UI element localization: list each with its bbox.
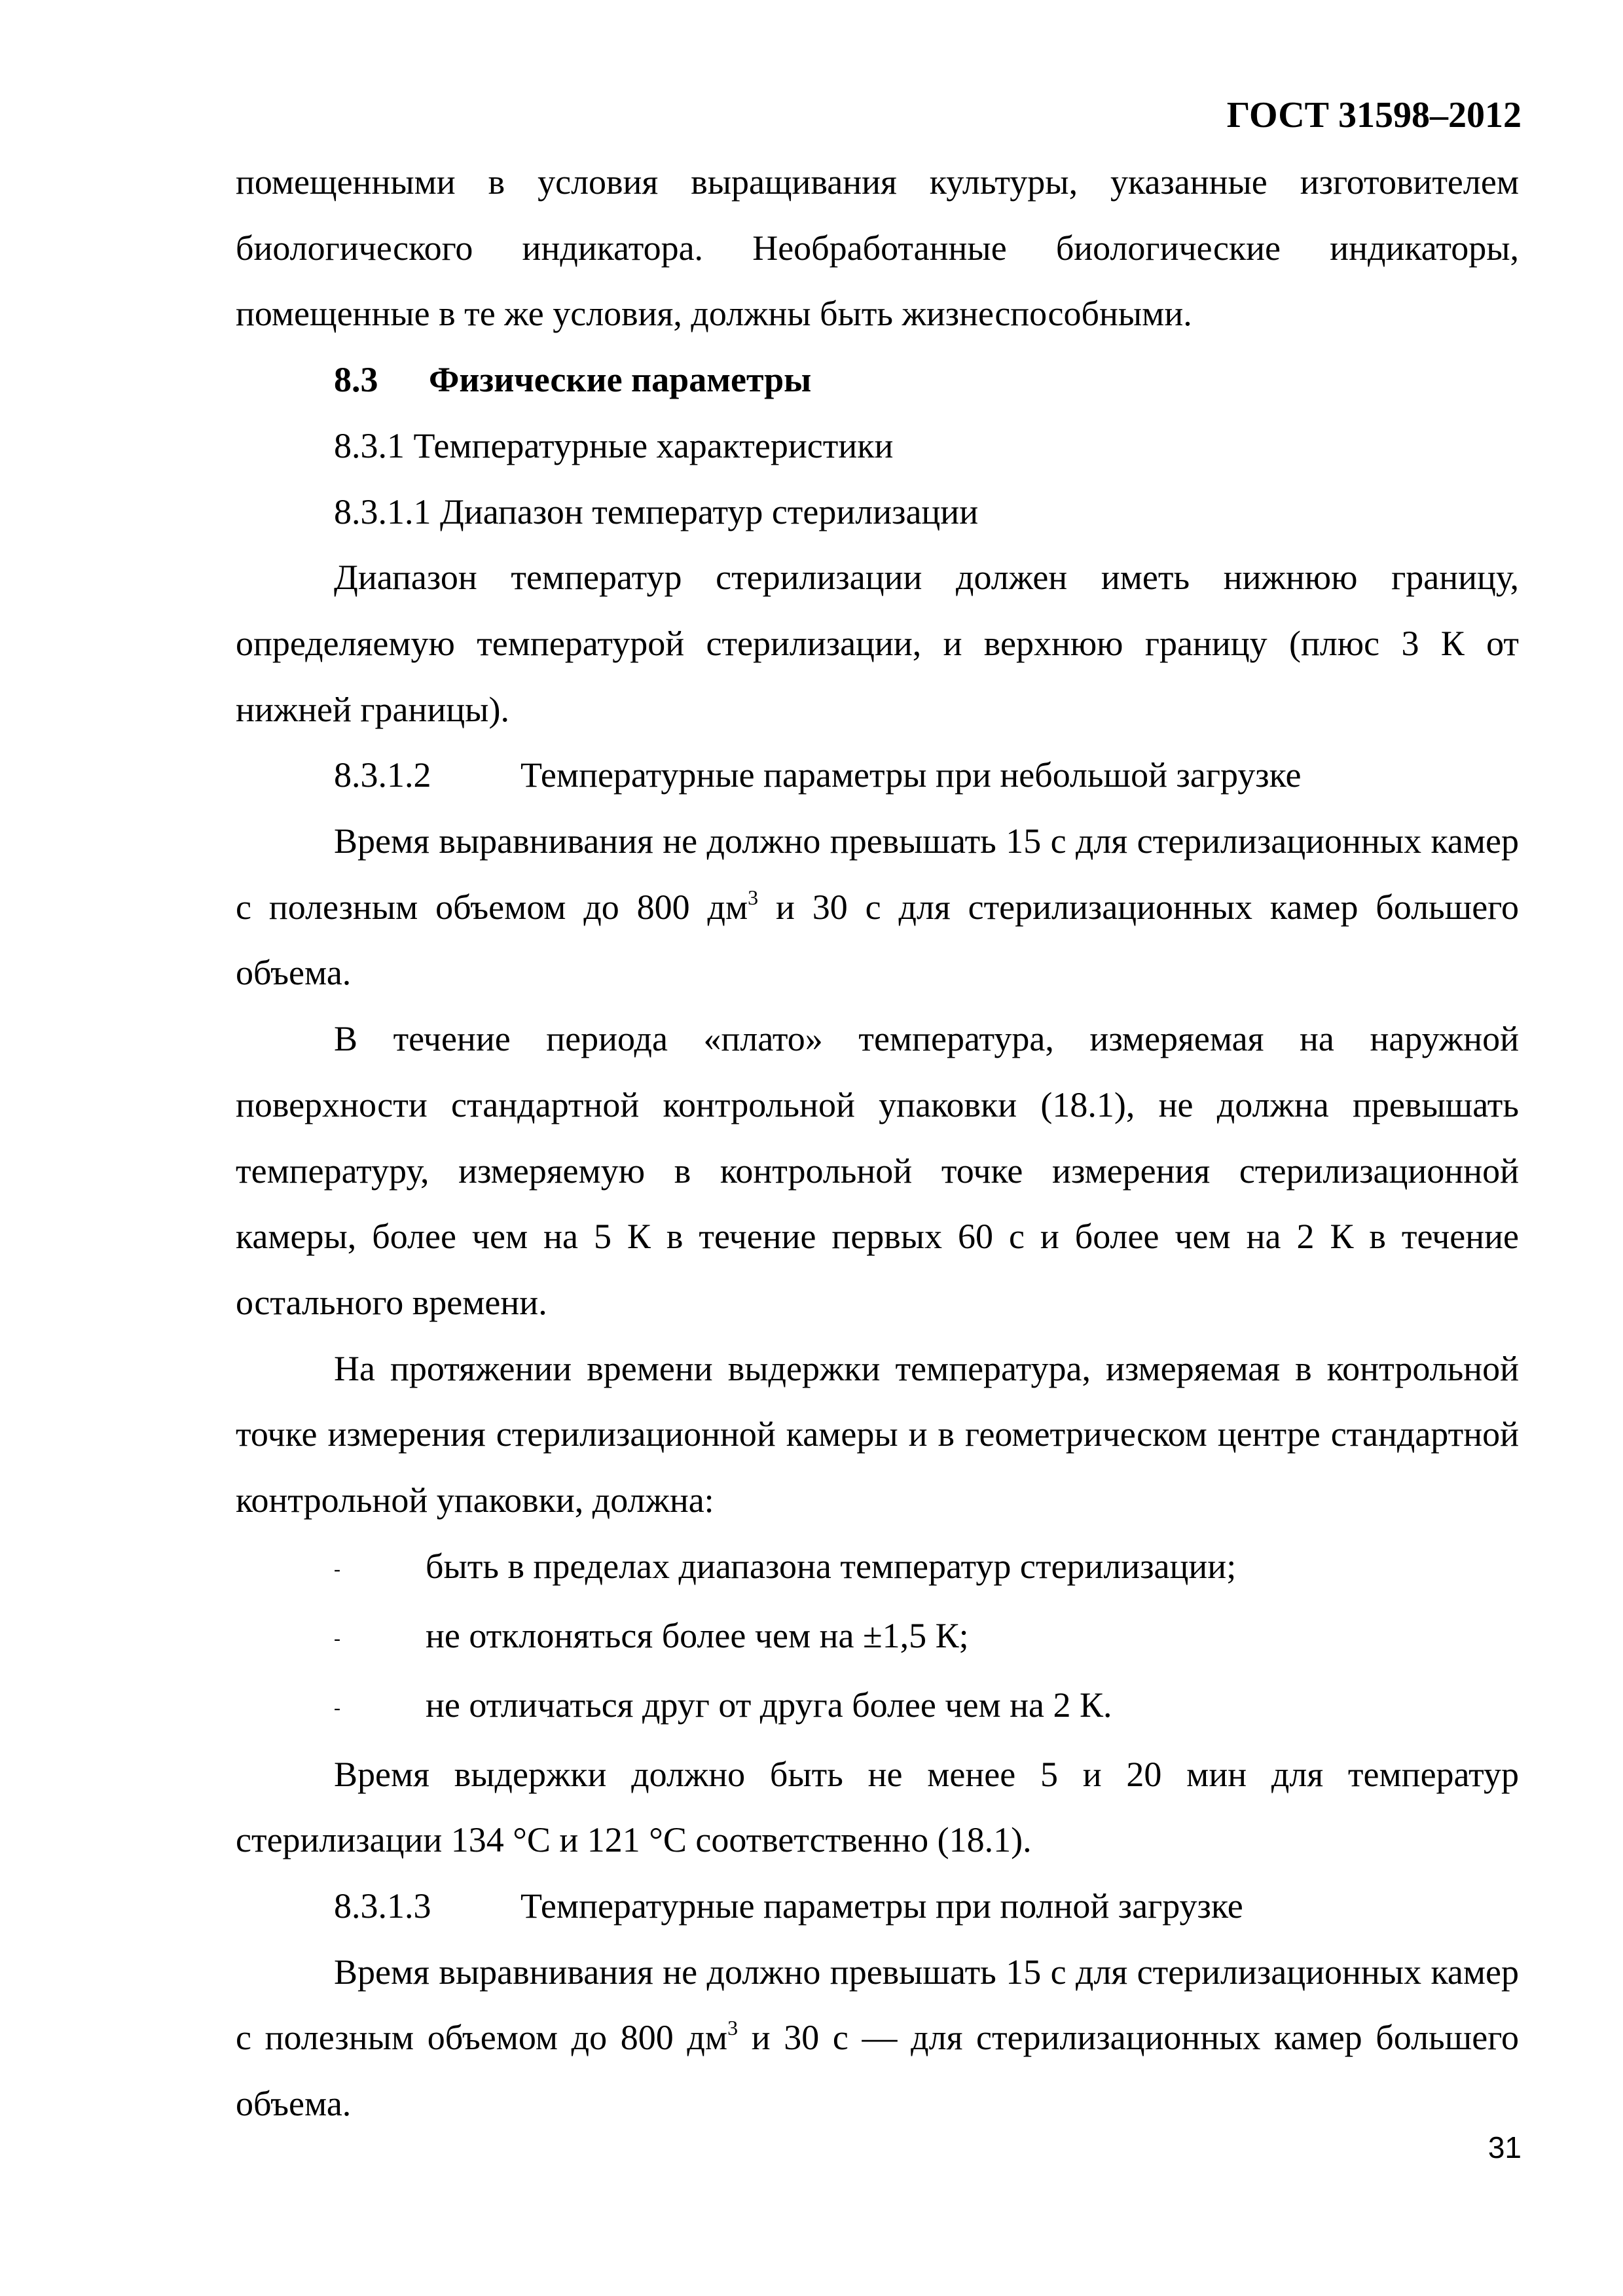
paragraph-holding-time: Время выдержки должно быть не менее 5 и 20 мин для температур стерилизации 134 °С и 121 °С соответственно (18.1). <box>236 1754 1519 1860</box>
paragraph-sterilization-range: Диапазон температур стерилизации должен иметь нижнюю границу, определяемую температурой стерилизации, и верхнюю границу (плюс 3 К от нижней границы). <box>236 558 1519 729</box>
list-marker: - <box>334 1558 340 1581</box>
list-item <box>236 1672 1519 1742</box>
section-heading-8-3 <box>236 347 1519 413</box>
subsection-heading-8-3-1-2 <box>236 742 1519 808</box>
paragraph-holding-intro: На протяжении времени выдержки температура, измеряемая в контрольной точке измерения стерилизационной камеры и в геометрическом центре стандартной контрольной упаковки, должна: <box>236 1348 1519 1520</box>
subsection-number: 8.3.1.3 <box>334 1886 431 1926</box>
list-item-text: быть в пределах диапазона температур стерилизации; <box>426 1546 1237 1586</box>
superscript: 3 <box>727 2016 739 2040</box>
section-title: Физические параметры <box>429 360 812 400</box>
text-part: Время выравнивания не должно превышать 15 с для стерилизационных камер с полезным объемом до 800 дм <box>236 1952 1519 2058</box>
list-item <box>236 1534 1519 1603</box>
subsection-heading-8-3-1-1: 8.3.1.1 Диапазон температур стерилизации <box>334 492 979 531</box>
subsection-heading-8-3-1-3 <box>236 1873 1519 1939</box>
section-number: 8.3 <box>334 360 378 400</box>
page-body <box>236 149 1519 2137</box>
subsection-heading-8-3-1: 8.3.1 Температурные характеристики <box>334 425 894 465</box>
subsection-title: Температурные параметры при полной загрузке <box>520 1886 1243 1926</box>
list-item <box>236 1603 1519 1672</box>
page-number: 31 <box>1487 2130 1522 2164</box>
paragraph-continuation: помещенными в условия выращивания культуры, указанные изготовителем биологического индикатора. Необработанные биологические индикаторы, помещенные в те же условия, должны быть жизнеспособными. <box>236 162 1519 334</box>
text-part: и 30 с — для стерилизационных камер большего объема. <box>236 2018 1519 2124</box>
subsection-number: 8.3.1.2 <box>334 755 431 795</box>
list-item-text: не отличаться друг от друга более чем на 2 К. <box>426 1685 1112 1725</box>
superscript: 3 <box>748 885 759 909</box>
document-header: ГОСТ 31598–2012 <box>1226 95 1522 135</box>
subsection-title: Температурные параметры при небольшой загрузке <box>520 755 1302 795</box>
text-part: и 30 с для стерилизационных камер большего объема. <box>236 887 1519 993</box>
paragraph-equalization-full-load <box>236 1939 1519 2137</box>
text-part: Время выравнивания не должно превышать 15 с для стерилизационных камер с полезным объемом до 800 дм <box>236 821 1519 927</box>
list-marker: - <box>334 1627 340 1649</box>
paragraph-plateau: В течение периода «плато» температура, измеряемая на наружной поверхности стандартной контрольной упаковки (18.1), не должна превышать температуру, измеряемую в контрольной точке измерения стерилизационной камеры, более чем на 5 К в течение первых 60 с и более чем на 2 К в течение остального времени. <box>236 1019 1519 1322</box>
paragraph-equalization-small-load <box>236 808 1519 1006</box>
list-item-text: не отклоняться более чем на ±1,5 К; <box>426 1615 969 1655</box>
list-marker: - <box>334 1696 340 1719</box>
